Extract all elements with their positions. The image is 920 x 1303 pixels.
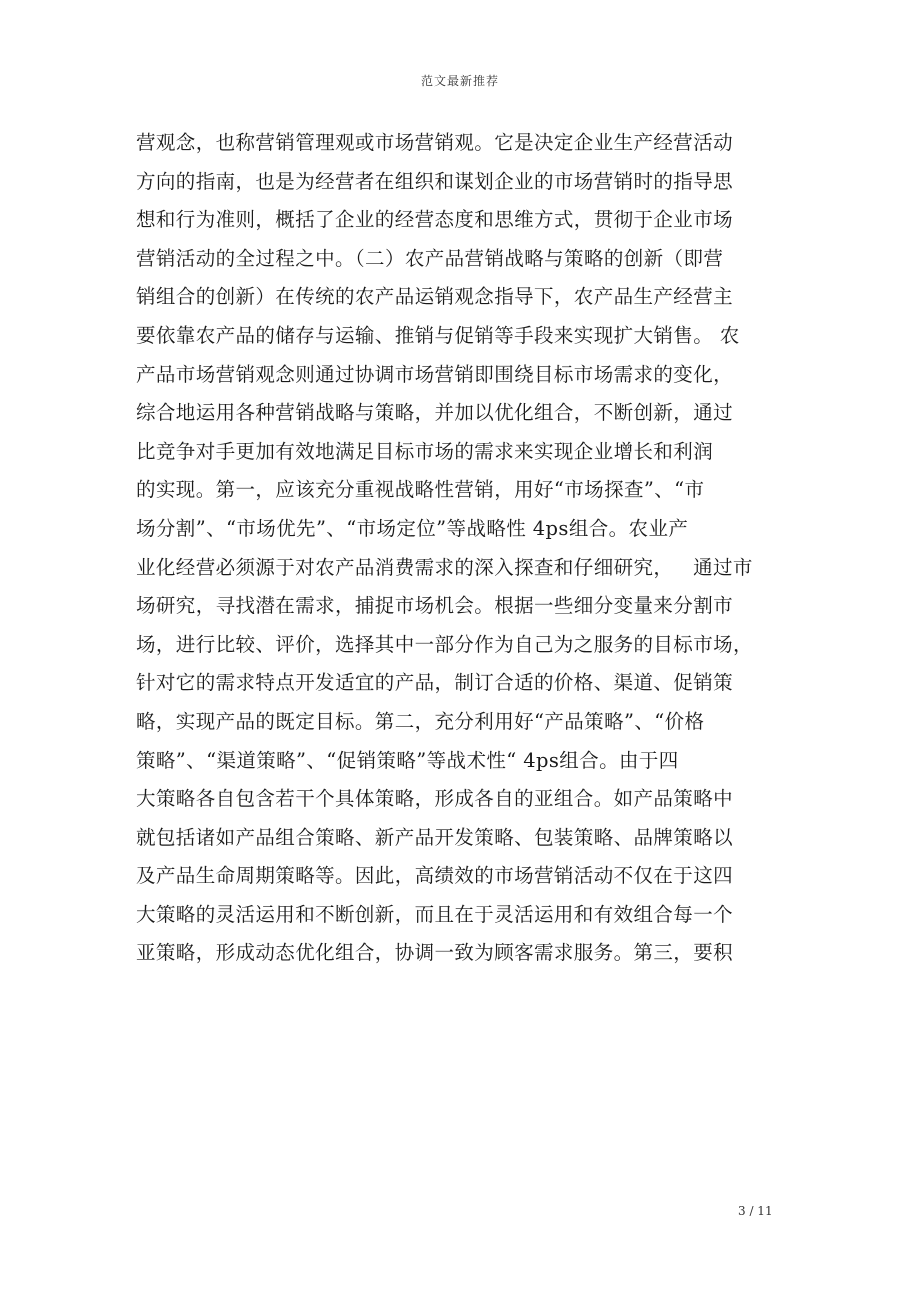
- text-line: 场分割”、“市场优先”、“市场定位”等战略性 4ps组合。农业产: [136, 516, 689, 540]
- text-line: 略，实现产品的既定目标。第二，充分利用好“产品策略”、“价格: [136, 709, 705, 733]
- text-line: 想和行为准则，概括了企业的经营态度和思维方式，贯彻于企业市场: [136, 208, 734, 232]
- text-line: 针对它的需求特点开发适宜的产品，制订合适的价格、渠道、促销策: [136, 671, 734, 695]
- text-line: 产品市场营销观念则通过协调市场营销即围绕目标市场需求的变化，: [136, 362, 734, 386]
- text-line: 大策略各自包含若干个具体策略，形成各自的亚组合。如产品策略中: [136, 787, 734, 811]
- text-line: 要依靠农产品的储存与运输、推销与促销等手段来实现扩大销售。 农: [136, 323, 740, 347]
- text-line: 策略”、“渠道策略”、“促销策略”等战术性“ 4ps组合。由于四: [136, 748, 679, 772]
- text-line: 营销活动的全过程之中。（二）农产品营销战略与策略的创新（即营: [136, 246, 724, 270]
- text-line: 就包括诸如产品组合策略、新产品开发策略、包装策略、品牌策略以: [136, 825, 734, 849]
- text-line: 场，进行比较、评价，选择其中一部分作为自己为之服务的目标市场，: [136, 632, 753, 656]
- text-line: 营观念，也称营销管理观或市场营销观。它是决定企业生产经营活动: [136, 131, 734, 154]
- text-line: 及产品生命周期策略等。因此，高绩效的市场营销活动不仅在于这四: [136, 864, 734, 888]
- text-line: 比竞争对手更加有效地满足目标市场的需求来实现企业增长和利润: [136, 439, 714, 463]
- text-line: 销组合的创新）在传统的农产品运销观念指导下，农产品生产经营主: [136, 285, 734, 309]
- text-line: 场研究，寻找潜在需求，捕捉市场机会。根据一些细分变量来分割市: [136, 594, 734, 618]
- text-line: 亚策略，形成动态优化组合，协调一致为顾客需求服务。第三，要积: [136, 941, 734, 965]
- text-line: 的实现。第一，应该充分重视战略性营销，用好“市场探查”、“市: [136, 478, 705, 502]
- text-line: 综合地运用各种营销战略与策略，并加以优化组合，不断创新，通过: [136, 401, 734, 425]
- text-line: 大策略的灵活运用和不断创新，而且在于灵活运用和有效组合每一个: [136, 902, 734, 926]
- document-body: [136, 124, 786, 973]
- text-line: 业化经营必须源于对农产品消费需求的深入探查和仔细研究， 通过市: [136, 555, 753, 579]
- page-number: 3 / 11: [738, 1204, 773, 1218]
- page-header-title: 范文最新推荐: [420, 74, 499, 88]
- text-line: 方向的指南，也是为经营者在组织和谋划企业的市场营销时的指导思: [136, 169, 734, 193]
